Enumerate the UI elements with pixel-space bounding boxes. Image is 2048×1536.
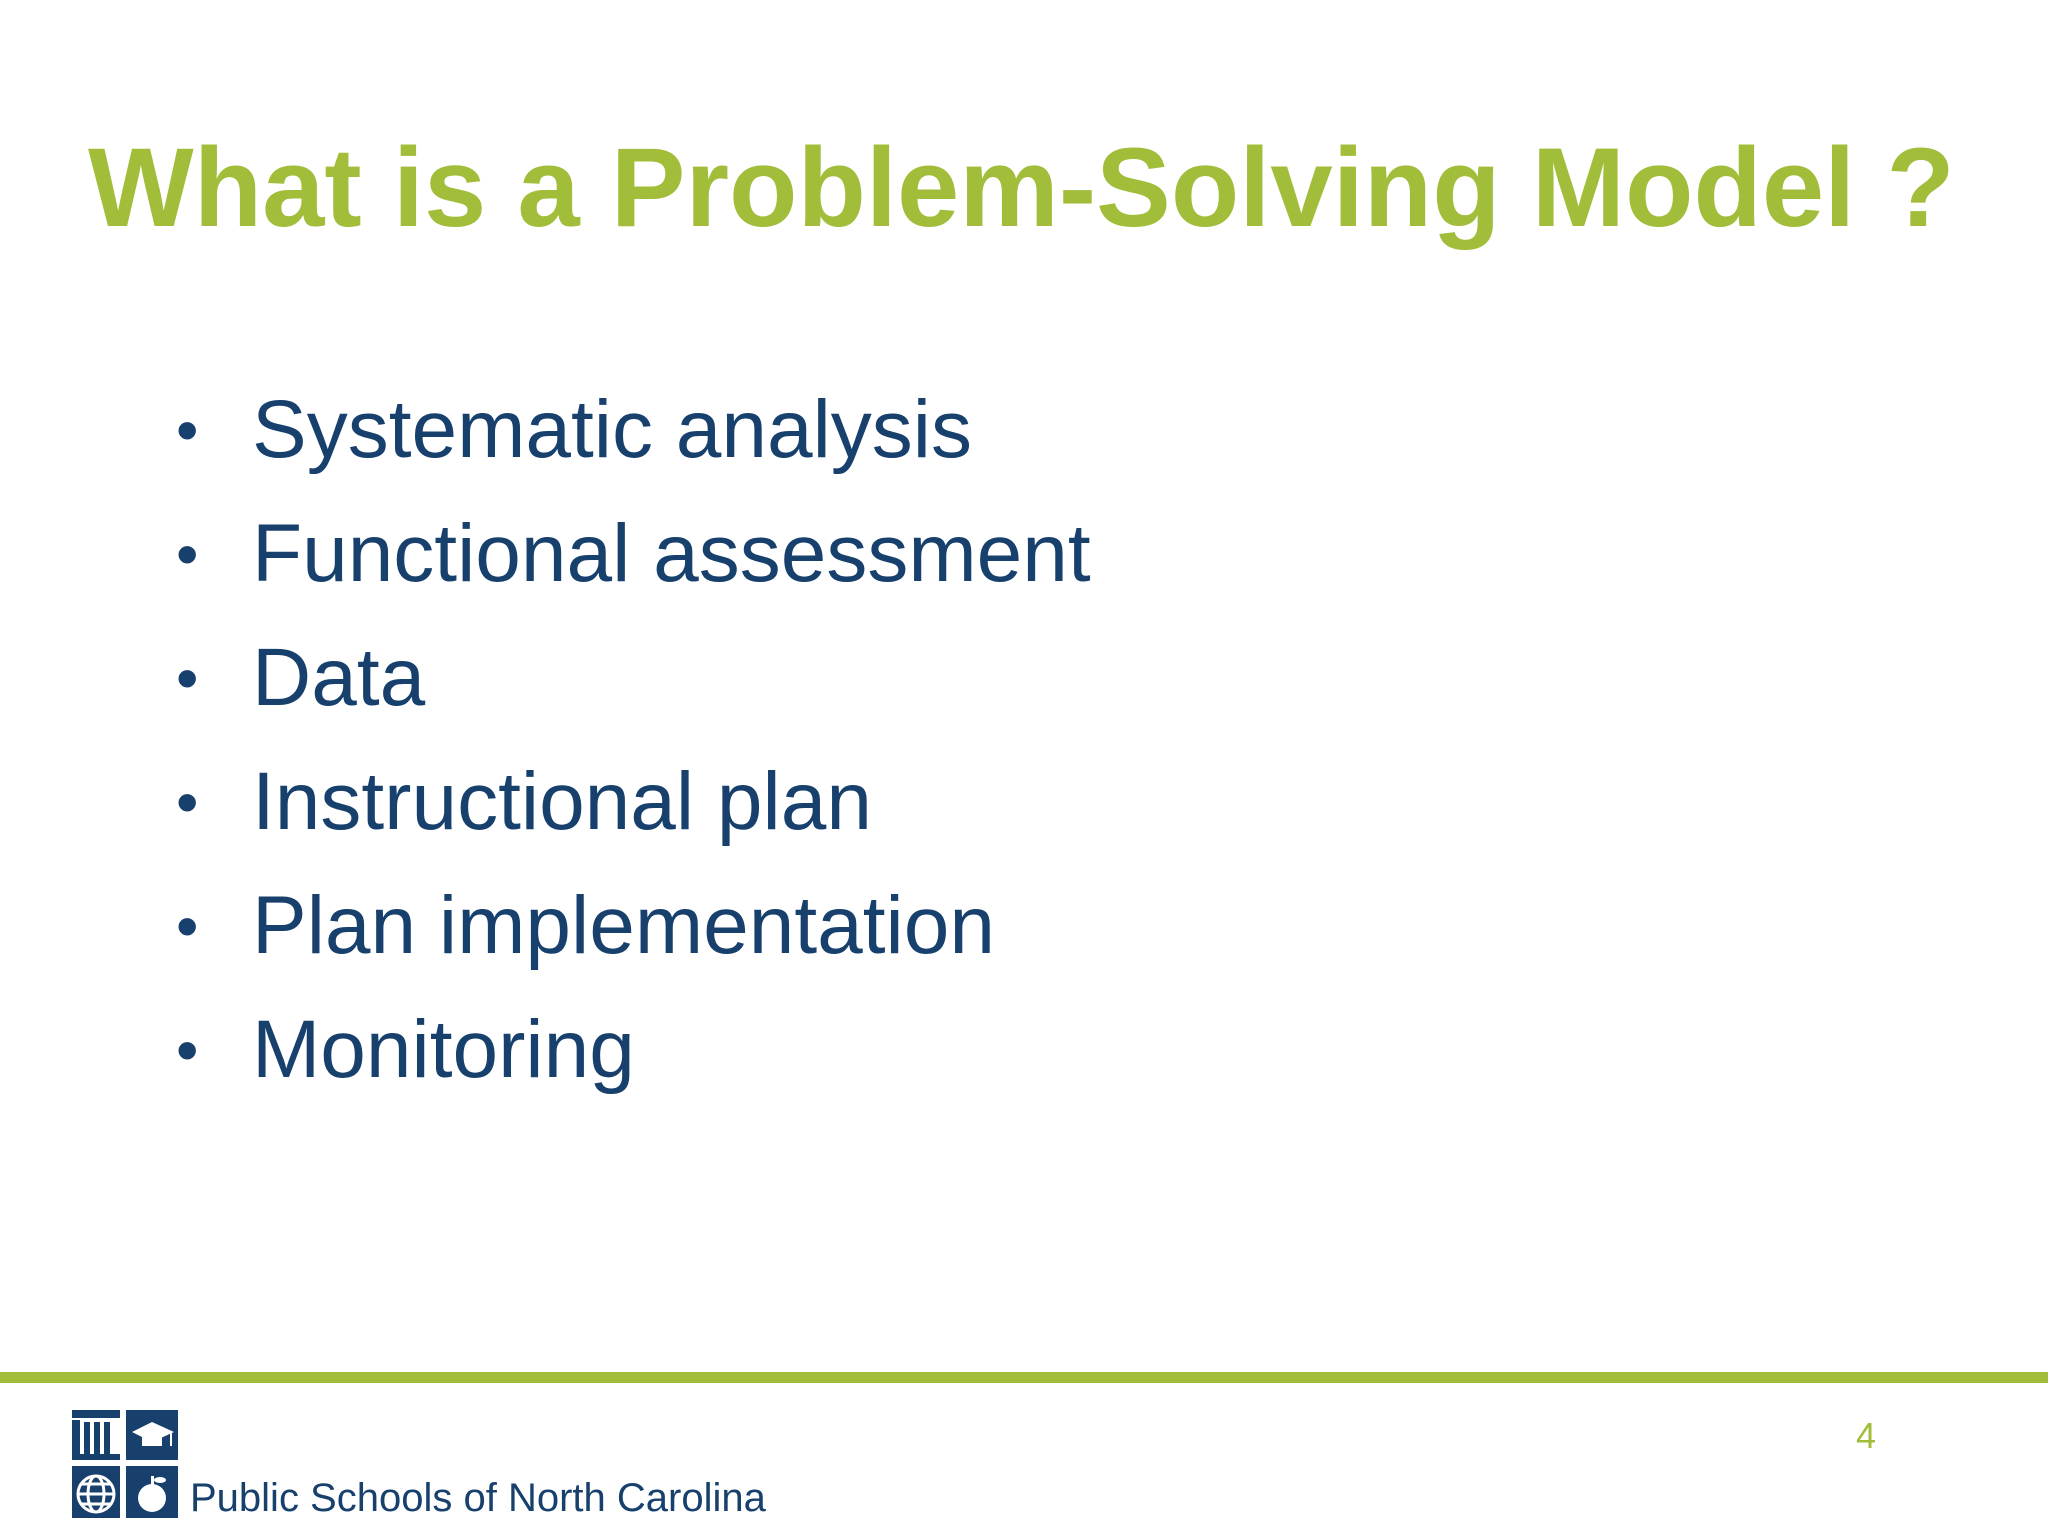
- bullet-dot: •: [176, 642, 199, 714]
- bullet-text: Functional assessment: [252, 508, 1091, 599]
- bullet-dot: •: [176, 518, 199, 590]
- bullet-text: Systematic analysis: [252, 384, 973, 475]
- bullet-dot: •: [176, 890, 199, 962]
- bullet-text: Monitoring: [252, 1004, 635, 1095]
- bullet-text: Instructional plan: [252, 756, 872, 847]
- bullet-dot: •: [176, 1014, 199, 1086]
- bullet-dot: •: [176, 394, 199, 466]
- public-schools-nc-logo-icon: [70, 1408, 180, 1520]
- slide-title: What is a Problem-Solving Model ?: [88, 125, 1955, 250]
- bullet-text: Plan implementation: [252, 880, 995, 971]
- organization-name: Public Schools of North Carolina: [190, 1476, 766, 1520]
- page-number: 4: [1855, 1415, 1877, 1456]
- footer-divider: [0, 1372, 2048, 1383]
- bullet-dot: •: [176, 766, 199, 838]
- bullet-text: Data: [252, 632, 426, 723]
